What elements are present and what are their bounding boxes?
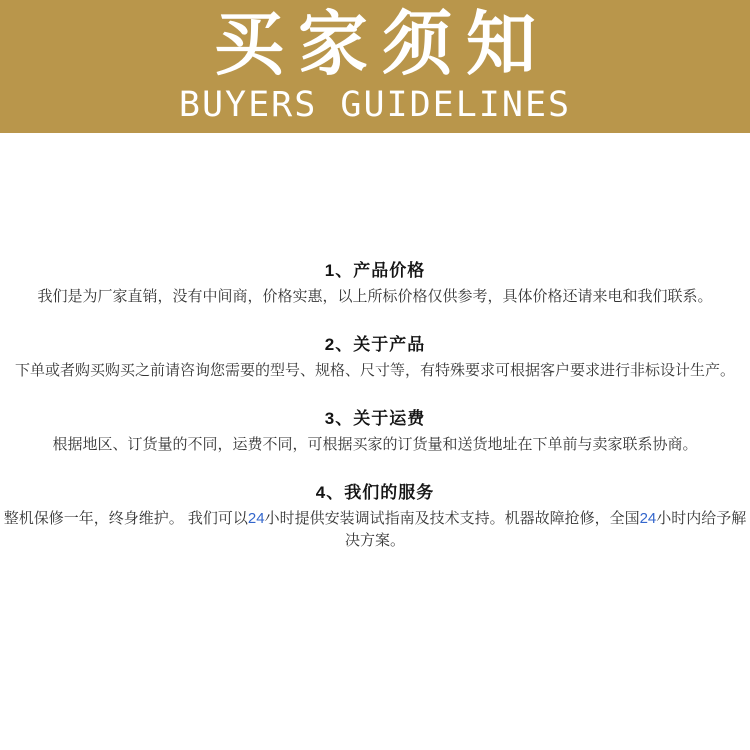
body-text-segment: 下单或者购买购买之前请咨询您需要的型号、规格、尺寸等，有特殊要求可根据客户要求进行非标设计生产。: [14, 362, 735, 379]
buyers-guidelines-banner: [0, 0, 750, 133]
highlighted-number: 24: [639, 510, 657, 527]
section-heading-3: 3、关于运费: [324, 409, 426, 428]
section-heading-1: 1、产品价格: [324, 261, 426, 280]
body-text-segment: 我们是为厂家直销，没有中间商，价格实惠，以上所标价格仅供参考，具体价格还请来电和我们联系。: [37, 288, 713, 305]
section-body-2: [1, 360, 749, 382]
guidelines-content: [0, 133, 750, 552]
body-text-segment: 根据地区、订货量的不同，运费不同，可根据买家的订货量和送货地址在下单前与卖家联系协商。: [52, 436, 698, 453]
section-body-1: [1, 286, 749, 308]
section-body-4: [1, 508, 749, 552]
section-body-3: [1, 434, 749, 456]
banner-title-cn: 买家须知: [214, 5, 550, 83]
body-text-segment: 整机保修一年，终身维护。 我们可以: [3, 510, 248, 527]
body-text-segment: 小时内给予解决方案。: [344, 510, 747, 549]
banner-title-en: BUYERS GUIDELINES: [178, 85, 572, 125]
section-heading-4: 4、我们的服务: [315, 483, 435, 502]
highlighted-number: 24: [247, 510, 265, 527]
section-heading-2: 2、关于产品: [324, 335, 426, 354]
body-text-segment: 小时提供安装调试指南及技术支持。机器故障抢修，全国: [264, 510, 640, 527]
